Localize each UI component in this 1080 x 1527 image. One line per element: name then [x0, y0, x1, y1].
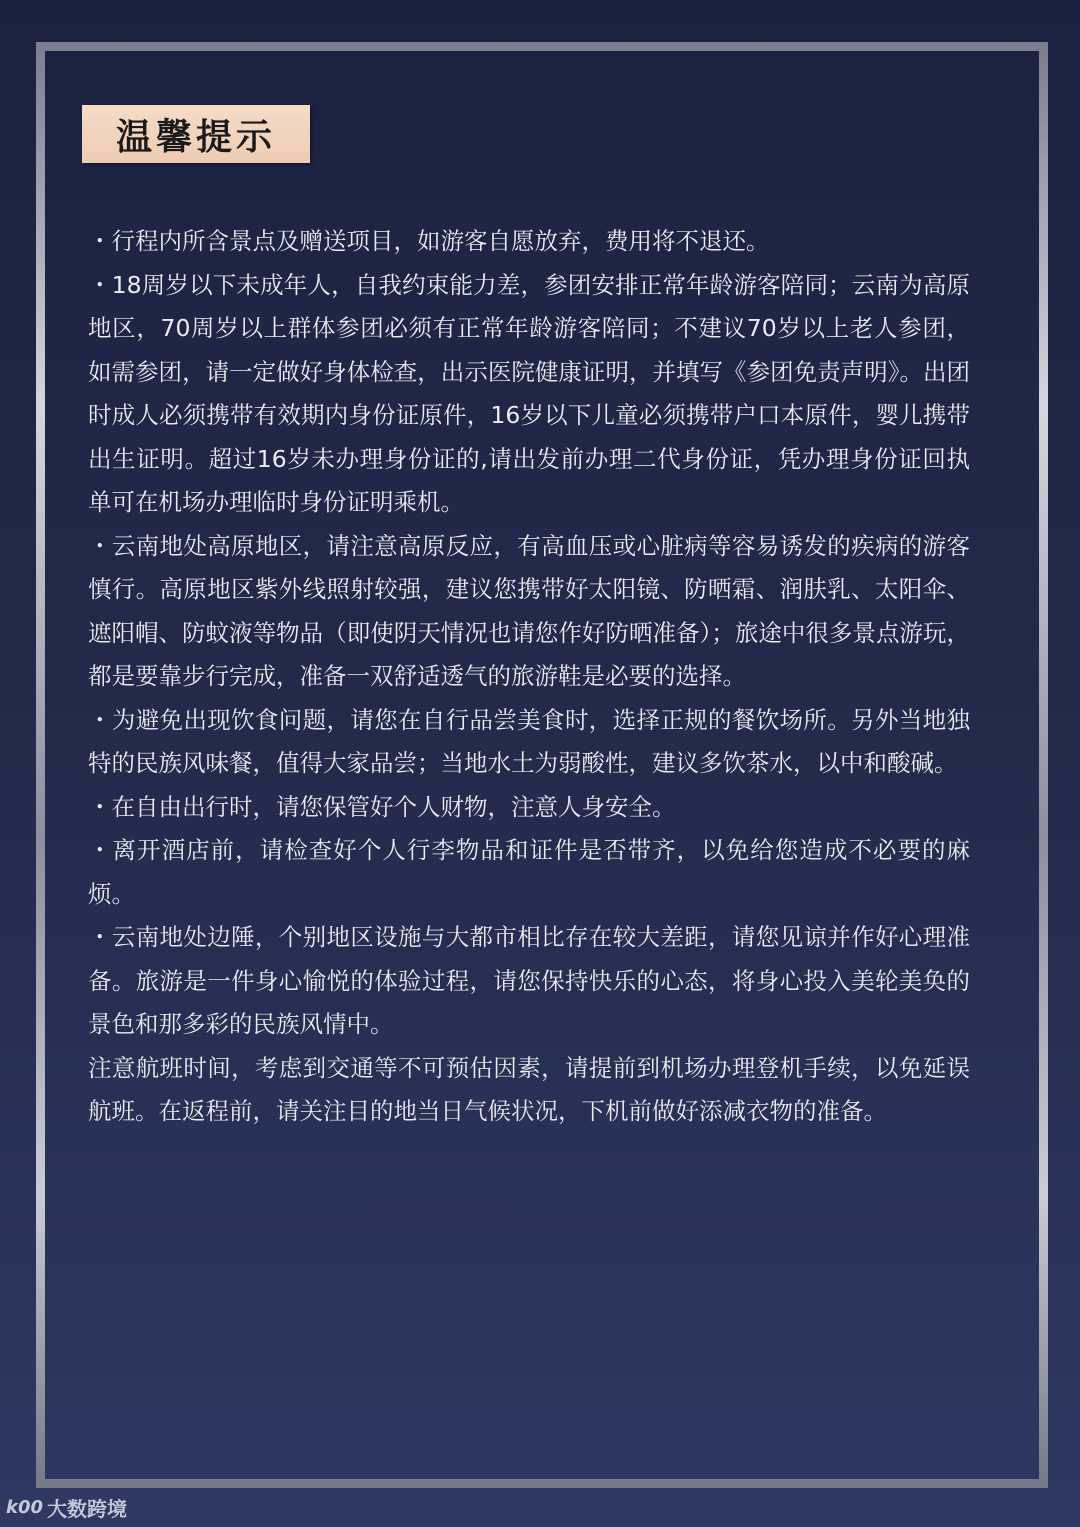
tip-paragraph-4: ・为避免出现饮食问题，请您在自行品尝美食时，选择正规的餐饮场所。另外当地独特的民族风味餐，值得大家品尝；当地水土为弱酸性，建议多饮茶水，以中和酸碱。: [88, 705, 970, 777]
tip-paragraph-6: ・离开酒店前，请检查好个人行李物品和证件是否带齐，以免给您造成不必要的麻烦。: [88, 836, 970, 908]
tip-paragraph-3: ・云南地处高原地区，请注意高原反应，有高血压或心脏病等容易诱发的疾病的游客慎行。高原地区紫外线照射较强，建议您携带好太阳镜、防晒霜、润肤乳、太阳伞、遮阳帽、防蚊液等物品（即使阴天情况也请您作好防晒准备）；旅途中很多景点游玩，都是要靠步行完成，准备一双舒适透气的旅游鞋是必要的选择。: [88, 531, 970, 690]
watermark-text: 大数跨境: [47, 1496, 128, 1521]
watermark: [6, 1491, 127, 1523]
tip-paragraph-1: ・行程内所含景点及赠送项目，如游客自愿放弃，费用将不退还。: [88, 227, 770, 255]
title-badge: [82, 105, 310, 163]
watermark-logo-icon: k00: [6, 1496, 44, 1518]
tip-paragraph-2: ・18周岁以下未成年人，自我约束能力差，参团安排正常年龄游客陪同；云南为高原地区，70周岁以上群体参团必须有正常年龄游客陪同；不建议70岁以上老人参团，如需参团，请一定做好身体检查，出示医院健康证明，并填写《参团免责声明》。出团时成人必须携带有效期内身份证原件，16岁以下儿童必须携带户口本原件，婴儿携带出生证明。超过16岁未办理身份证的,请出发前办理二代身份证，凭办理身份证回执单可在机场办理临时身份证明乘机。: [88, 270, 970, 516]
tip-paragraph-8: 注意航班时间，考虑到交通等不可预估因素，请提前到机场办理登机手续，以免延误航班。在返程前，请关注目的地当日气候状况，下机前做好添减衣物的准备。: [88, 1053, 970, 1125]
tip-paragraph-5: ・在自由出行时，请您保管好个人财物，注意人身安全。: [88, 792, 676, 821]
tips-content: [88, 220, 970, 1134]
page-title: 温馨提示: [115, 116, 276, 158]
tip-paragraph-7: ・云南地处边陲，个别地区设施与大都市相比存在较大差距，请您见谅并作好心理准备。旅游是一件身心愉悦的体验过程，请您保持快乐的心态，将身心投入美轮美奂的景色和那多彩的民族风情中。: [88, 923, 970, 1038]
